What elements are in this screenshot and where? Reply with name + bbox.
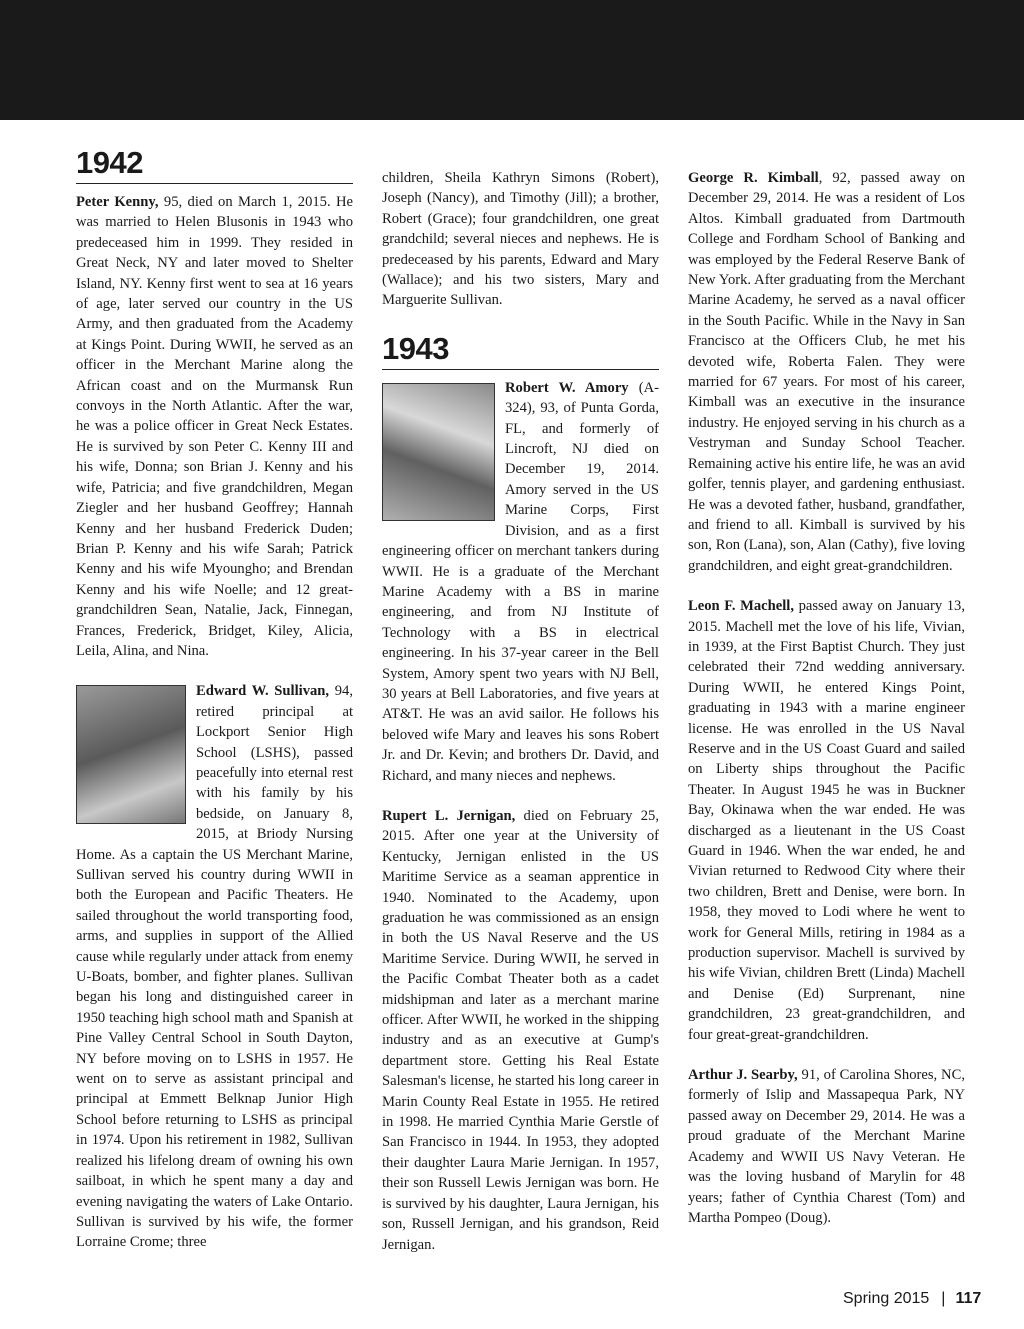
- obituary-text: died on February 25, 2015. After one year at the University of Kentucky, Jernigan enlisted in the US Maritime Service as a seaman apprentice in 1940. Nominated to the Academy, upon graduation he was commissioned as an ensign in both the US Naval Reserve and the US Maritime Service. During WWII, he served in the Pacific Combat Theater both as a cadet midshipman and later as a merchant marine officer. After WWII, he worked in the shipping industry and as an executive at Gump's department store. Getting his Real Estate Salesman's license, he started his long career in Marin County Real Estate in 1955. He retired in 1998. He married Cynthia Marie Gerstle of San Francisco in 1944. In 1953, they adopted their daughter Laura Marie Jernigan. In 1957, their son Russell Lewis Jernigan was born. He is survived by his daughter, Laura Jernigan, his son, Russell Jernigan, and his grandson, Reid Jernigan.: [382, 807, 659, 1253]
- column-2: [382, 168, 659, 1275]
- obituary-name: Rupert L. Jernigan,: [382, 807, 516, 824]
- obituary-machell: [688, 596, 965, 1045]
- footer-separator: |: [941, 1290, 946, 1307]
- column-3: [688, 168, 965, 1248]
- header-band: [0, 0, 1024, 120]
- obituary-name: Leon F. Machell,: [688, 598, 794, 615]
- obituary-text: passed away on January 13, 2015. Machell met the love of his life, Vivian, in 1939, at the First Baptist Church. They just celebrated their 72nd wedding anniversary. During WWII, he entered Kings Point, graduating in 1943 with a marine engineer license. He was enrolled in the US Naval Reserve and in the US Coast Guard and sailed on Liberty ships throughout the Pacific Theater. In August 1945 he was in Buckner Bay, Okinawa when the war ended. He was discharged as a lieutenant in the US Coast Guard in 1946. When the war ended, he and Vivian returned to Redwood City where their two children, Brett and Denise, were born. In 1958, they moved to Lodi where he went to work for General Mills, retiring in 1984 as a production supervisor. Machell is survived by his wife Vivian, children Brett (Linda) Machell and Denise (Ed) Surprenant, nine grandchildren, 23 great-grandchildren, and four great-great-grandchildren.: [688, 598, 965, 1043]
- obituary-text: (A-324), 93, of Punta Gorda, FL, and formerly of Lincroft, NJ died on December 19, 2014. Amory served in the US Marine Corps, First Division, and as a first engineering officer on merchant tankers during WWII. He is a graduate of the Merchant Marine Academy with a BS in marine engineering, and from NJ Institute of Technology with a BS in electrical engineering. In his 37-year career in the Bell System, Amory spent two years with NJ Bell, 30 years at Bell Laboratories, and five years at AT&T. He was an avid sailor. He follows his beloved wife Mary and leaves his sons Robert Jr. and Dr. Kevin; and brothers Dr. David, and Richard, and many nieces and nephews.: [382, 379, 659, 784]
- issue-label: Spring 2015: [843, 1290, 930, 1307]
- amory-photo: [382, 383, 495, 521]
- obituary-name: George R. Kimball: [688, 170, 819, 186]
- obituary-text: 95, died on March 1, 2015. He was married to Helen Blusonis in 1943 who predeceased him in 1999. They resided in Great Neck, NY and later moved to Shelter Island, NY. Kenny first went to sea at 16 years of age, later served our country in the US Army, and then graduated from the Academy at Kings Point. During WWII, he served as an officer in the Merchant Marine along the African coast and on the Murmansk Run convoys in the North Atlantic. After the war, he was a police officer in Great Neck Estates. He is survived by son Peter C. Kenny III and his wife, Donna; son Brian J. Kenny and his wife, Patricia; and five grandchildren, Megan Ziegler and her husband Geoffrey; Hannah Kenny and her husband Frederick Duden; Brian P. Kenny and his wife Sarah; Patrick Kenny and his wife Myoungho; and Brendan Kenny and his wife Noelle; and 12 great-grandchildren Sean, Natalie, Jack, Finnegan, Frances, Frederick, Bridget, Kiley, Alicia, Leila, Alina, and Nina.: [76, 194, 354, 659]
- year-heading-1942: 1942: [76, 145, 353, 184]
- obituary-text: 91, of Carolina Shores, NC, formerly of Islip and Massapequa Park, NY passed away on December 29, 2014. He was a proud graduate of the Merchant Marine Academy and WWII US Navy Veteran. He was the loving husband of Marylin for 48 years; father of Cynthia Charest (Tom) and Martha Pompeo (Doug).: [688, 1067, 965, 1226]
- sullivan-photo: [76, 685, 186, 824]
- page-number: 117: [955, 1290, 982, 1307]
- column-1: [76, 145, 353, 1273]
- obituary-name: Peter Kenny,: [76, 194, 159, 210]
- obituary-amory: [382, 378, 659, 786]
- obituary-text: 94, retired principal at Lockport Senior High School (LSHS), passed peacefully into eternal rest with his family by his bedside, on January 8, 2015, at Briody Nursing Home. As a captain the US Merchant Marine, Sullivan served his country during WWII in both the European and Pacific Theaters. He sailed throughout the world transporting food, arms, and supplies in support of the Allied cause while regularly under attack from enemy U-Boats, bomber, and fighter planes. Sullivan began his long and distinguished career in 1950 teaching high school math and Spanish at Pine Valley Central School in South Dayton, NY before moving on to LSHS in 1957. He went on to serve as assistant principal and principal at Emmett Belknap Junior High School before returning to LSHS as principal in 1974. Upon his retirement in 1982, Sullivan realized his lifelong dream of owning his own sailboat, in which he spent many a day and evening navigating the waters of Lake Ontario. Sullivan is survived by his wife, the former Lorraine Crome; three: [76, 683, 353, 1251]
- obituary-name: Arthur J. Searby,: [688, 1067, 798, 1084]
- obituary-sullivan-continued: children, Sheila Kathryn Simons (Robert), Joseph (Nancy), and Timothy (Jill); a brother, Robert (Grace); four grandchildren, one great grandchild; several nieces and nephews. He is predeceased by his parents, Edward and Mary (Wallace); and his two sisters, Mary and Marguerite Sullivan.: [382, 170, 659, 309]
- page-footer: [843, 1290, 981, 1308]
- obituary-kimball: [688, 168, 965, 576]
- obituary-name: Edward W. Sullivan,: [196, 683, 330, 700]
- obituary-kenny: [76, 192, 353, 661]
- obituary-text: , 92, passed away on December 29, 2014. He was a resident of Los Altos. Kimball graduated from Dartmouth College and Fordham School of Banking and was employed by the Federal Reserve Bank of New York. After graduating from the Merchant Marine Academy, he served as a naval officer in the South Pacific. While in the Navy in San Francisco at the Officers Club, he met his devoted wife, Roberta Falen. They were married for 67 years. For most of his career, Kimball was an executive in the insurance industry. He enjoyed serving in his church as a Vestryman and Sunday School Teacher. Remaining active his entire life, he was an avid golfer, tennis player, and gardening enthusiast. He was a devoted father, husband, grandfather, and friend to all. Kimball is survived by his son, Ron (Lana), son, Alan (Cathy), five loving grandchildren, and eight great-grandchildren.: [688, 170, 965, 574]
- obituary-name: Robert W. Amory: [505, 379, 629, 396]
- obituary-sullivan: [76, 681, 353, 1252]
- obituary-jernigan: [382, 806, 659, 1255]
- year-heading-1943: 1943: [382, 331, 659, 370]
- obituary-searby: [688, 1065, 965, 1228]
